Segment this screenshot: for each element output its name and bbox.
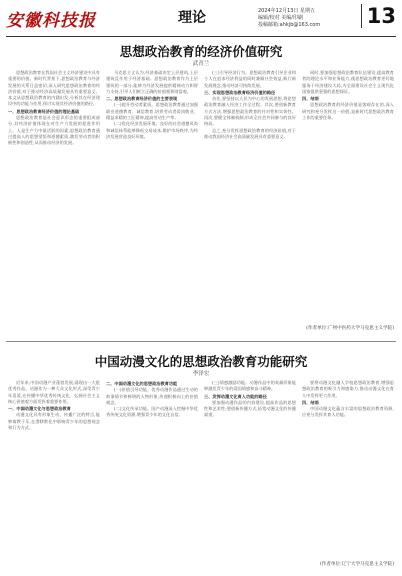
article1-byline: 武青兰 (192, 61, 210, 67)
article1-author-affiliation: (作者单位:广州中医药大学马克思主义学院) (306, 326, 394, 331)
section-heading: 四、结语 (302, 399, 319, 405)
section-heading: 二、中国动漫文化的思想政治教育功能 (106, 381, 178, 386)
body-paragraph: (二)文化传承功能。国产动漫深入挖掘中华优秀传统文化资源,增强青少年的文化自信。 (106, 406, 198, 418)
masthead-meta (258, 8, 320, 29)
body-paragraph: (一)提升劳动者素质。思想政治教育通过加强职业道德教育、诚信教育,培养劳动者爱岗敬业、精益求精的工匠精神,提高劳动生产率。 (106, 102, 198, 121)
section-title: 理论 (178, 10, 206, 26)
article2-byline: 李泽宏 (192, 371, 210, 377)
article2-column-2 (106, 380, 198, 568)
article1-column-1 (8, 70, 100, 334)
body-paragraph: 近年来,中国动漫产业蓬勃发展,涌现出一大批优秀作品。动漫作为一种大众文化形式,深受青少年喜爱,在传播中华优秀传统文化、弘扬社会主义核心价值观方面发挥着重要作用。 (8, 380, 100, 404)
masthead (6, 4, 396, 37)
body-paragraph: 中国动漫文化蕴含丰富的思想政治教育资源,应充分发挥其育人功能。 (302, 406, 394, 418)
body-paragraph: 总之,充分发挥思想政治教育的经济价值,对于推动我国经济社会高质量发展具有重要意义。 (204, 127, 296, 139)
editor-line: 编辑/校对 美编/印刷 (258, 15, 303, 21)
page-number: 13 (361, 4, 396, 28)
body-paragraph: 动漫文化具有形象生动、传播广泛的特点,能够寓教于乐,在潜移默化中影响青少年的思想观念和行为方式。 (8, 412, 100, 431)
section-heading: 三、实现思想政治教育经济价值的路径 (204, 89, 276, 95)
article-divider (6, 341, 396, 342)
body-paragraph: 同时,要加强思想政治教育队伍建设,提高教育者的理论水平和业务能力,使思想政治教育更好地服务于经济建设大局,为全面建设社会主义现代化国家提供坚强的思想保证。 (302, 70, 394, 94)
body-paragraph: 思想政治教育的经济价值是客观存在的,深入研究和充分发挥这一价值,是新时代思想政治教育工作的重要任务。 (302, 102, 394, 121)
section-heading: 三、发挥动漫文化育人功能的路径 (204, 393, 267, 399)
article1-column-4 (302, 70, 394, 320)
issue-date: 2024年12月13日 星期五 (258, 8, 316, 14)
body-paragraph: 思想政治教育是社会意识形态的重要组成部分,其经济价值体现在对生产力发展的促进作用上。人是生产力中最活跃的因素,思想政治教育通过提高人的思想觉悟和道德素质,激发劳动者的积极性和创造性,从而推动经济的发展。 (8, 115, 100, 146)
body-paragraph: (三)引导经济行为。思想政治教育引导企业和个人在追求经济利益的同时兼顾社会效益,践行新发展理念,推动经济可持续发展。 (204, 70, 296, 88)
section-heading: 二、思想政治教育经济价值的主要表现 (106, 96, 178, 102)
submission-email: 投稿邮箱:ahkjb@163.com (258, 22, 321, 28)
section-heading: 四、结语 (302, 96, 319, 102)
newspaper-logo: 安徽科技报 (6, 11, 96, 31)
section-heading: 一、中国动漫文化与思想政治教育 (8, 406, 71, 412)
article2-column-4 (302, 380, 394, 556)
section-heading: 一、思想政治教育经济价值的理论基础 (8, 108, 80, 114)
body-paragraph: (三)情感激励功能。动漫作品中的英雄形象能够激发青少年的爱国情感和奋斗精神。 (204, 380, 296, 392)
article2-author-affiliation: (作者单位:辽宁大学马克思主义学院) (319, 562, 394, 567)
body-paragraph: 思想政治教育在我国社会主义经济建设中具有重要的价值。新时代背景下,思想政治教育与经济发展的关系日益密切,深入研究思想政治教育的经济价值,对于推动经济高质量发展具有重要意义。本文从思想政治教育的内涵出发,分析其在经济建设中的功能与作用,探讨实现其经济价值的路径。 (8, 70, 100, 107)
body-paragraph: (一)价值引导功能。优秀动漫作品通过生动的故事情节和鲜明的人物形象,传递积极向上的价值观念。 (106, 387, 198, 405)
article1-column-2 (106, 70, 198, 334)
body-paragraph: 要将动漫文化融入学校思想政治教育,增强思想政治教育的吸引力和感染力,推动动漫文化在育人中发挥更大作用。 (302, 380, 394, 398)
article2-title: 中国动漫文化的思想政治教育功能研究 (94, 354, 308, 369)
body-paragraph: (二)优化经济发展环境。良好的社会道德风尚和诚信体系能够降低交易成本,维护市场秩序,为经济发展营造良好环境。 (106, 121, 198, 139)
body-paragraph: 首先,要坚持以人民为中心的发展思想,将思想政治教育融入经济工作全过程。其次,要创新教育方式方法,增强思想政治教育的针对性和实效性。再次,要健全体制机制,形成全社会共同参与的良好格局。 (204, 96, 296, 127)
body-paragraph: 要加强动漫作品的内容建设,提高作品的思想性和艺术性;要创新传播方式,拓宽动漫文化的传播渠道。 (204, 399, 296, 418)
body-paragraph: 马克思主义认为,经济基础决定上层建筑,上层建筑反作用于经济基础。思想政治教育作为上层建筑的一部分,能够为经济发展提供精神动力和智力支持,引导人们树立正确的价值观和财富观。 (106, 70, 198, 94)
article2-column-1 (8, 380, 100, 568)
article2-column-3 (204, 380, 296, 568)
article1-column-3 (204, 70, 296, 334)
article1-title: 思想政治教育的经济价值研究 (119, 44, 283, 59)
